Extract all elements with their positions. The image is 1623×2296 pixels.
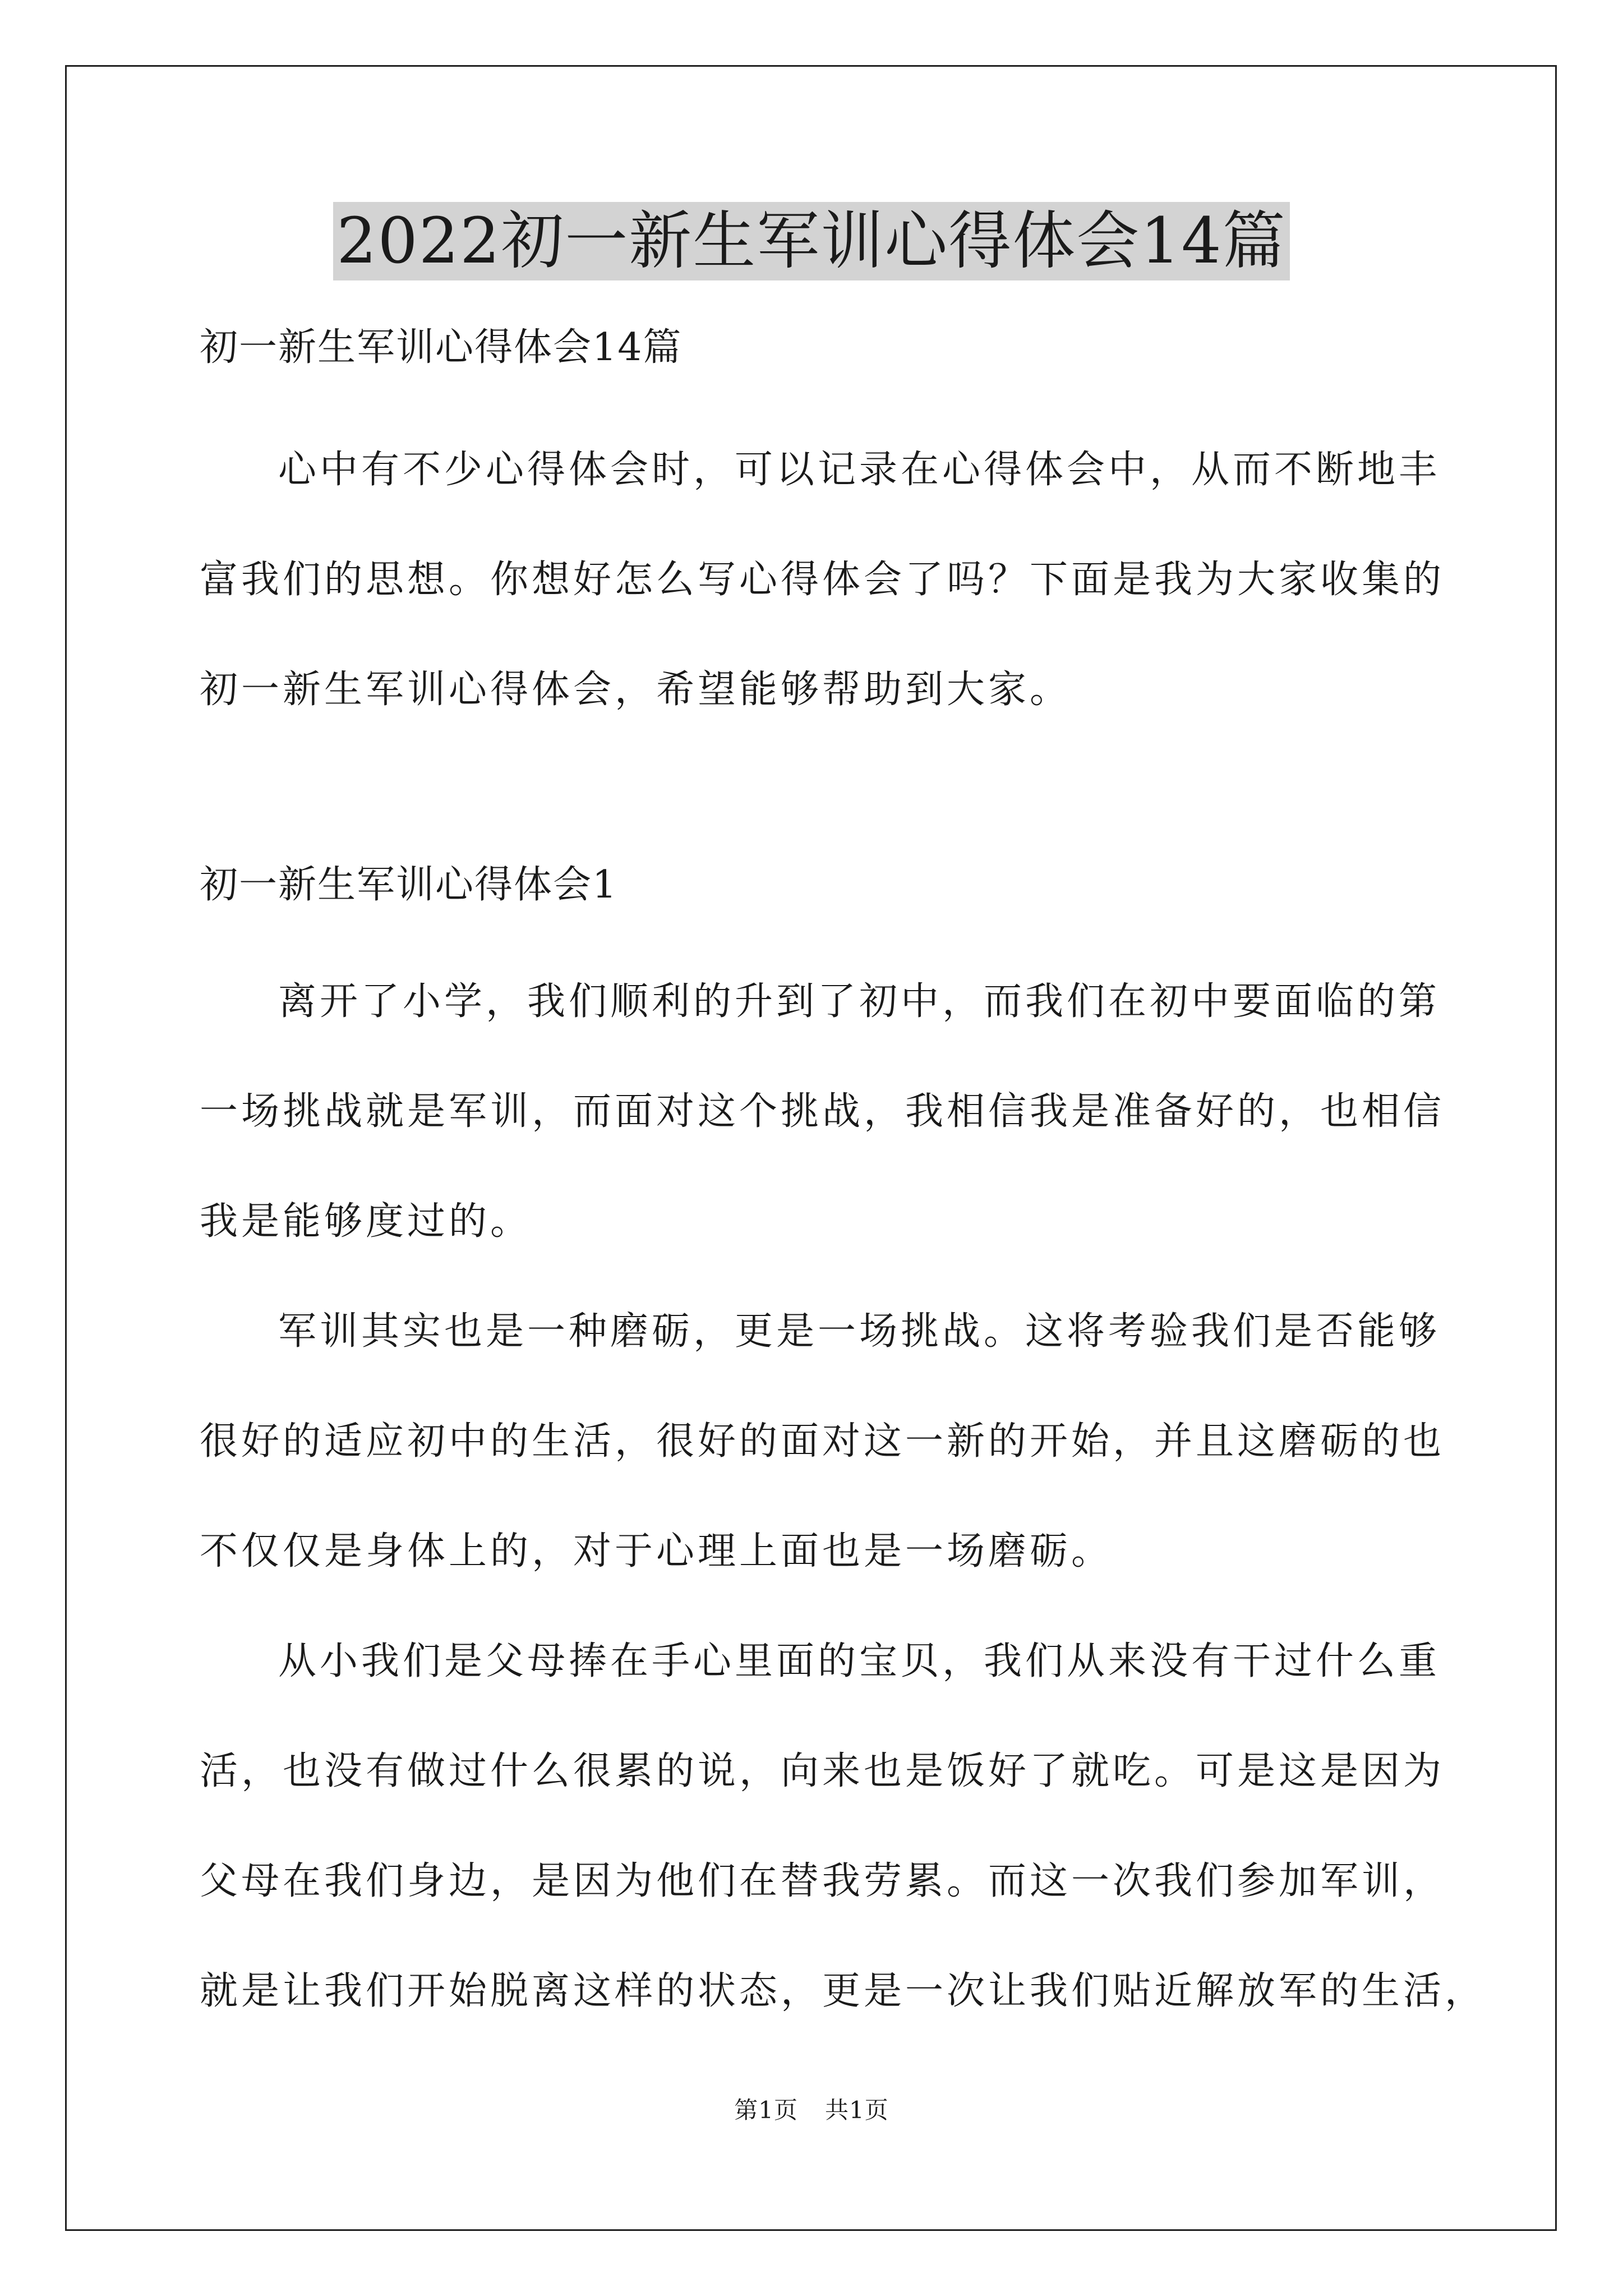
intro-line: 富我们的思想。你想好怎么写心得体会了吗？下面是我为大家收集的 [200, 558, 1445, 602]
intro-line: 初一新生军训心得体会，希望能够帮助到大家。 [200, 668, 1072, 712]
document-subtitle: 初一新生军训心得体会14篇 [200, 325, 683, 370]
intro-paragraph [200, 415, 1445, 745]
page-number: 第1页 [734, 2096, 798, 2124]
paragraph-line: 很好的适应初中的生活，很好的面对这一新的开始，并且这磨砺的也 [200, 1419, 1445, 1464]
paragraph-line: 父母在我们身边，是因为他们在替我劳累。而这一次我们参加军训， [200, 1859, 1445, 1903]
paragraph-line: 活，也没有做过什么很累的说，向来也是饭好了就吃。可是这是因为 [200, 1749, 1445, 1793]
paragraph-line: 我是能够度过的。 [200, 1199, 532, 1244]
paragraph-line: 军训其实也是一种磨砺，更是一场挑战。这将考验我们是否能够 [278, 1309, 1441, 1354]
body-paragraph [200, 947, 1445, 1277]
page-footer [0, 2093, 1623, 2127]
paragraph-line: 不仅仅是身体上的，对于心理上面也是一场磨砺。 [200, 1529, 1113, 1573]
document-title: 2022初一新生军训心得体会14篇 [333, 202, 1290, 280]
paragraph-line: 就是让我们开始脱离这样的状态，更是一次让我们贴近解放军的生活， [200, 1969, 1487, 2013]
intro-line: 心中有不少心得体会时，可以记录在心得体会中，从而不断地丰 [278, 448, 1441, 492]
page-total: 共1页 [825, 2096, 889, 2124]
paragraph-line: 从小我们是父母捧在手心里面的宝贝，我们从来没有干过什么重 [278, 1639, 1441, 1683]
document-body [200, 303, 1487, 2046]
spacer [200, 745, 1428, 857]
section-heading: 初一新生军训心得体会1 [200, 863, 618, 907]
body-paragraph [200, 1607, 1487, 2046]
paragraph-line: 离开了小学，我们顺利的升到了初中，而我们在初中要面临的第 [278, 979, 1441, 1024]
title-container [0, 202, 1623, 280]
body-paragraph [200, 1277, 1445, 1607]
paragraph-line: 一场挑战就是军训，而面对这个挑战，我相信我是准备好的，也相信 [200, 1089, 1445, 1134]
